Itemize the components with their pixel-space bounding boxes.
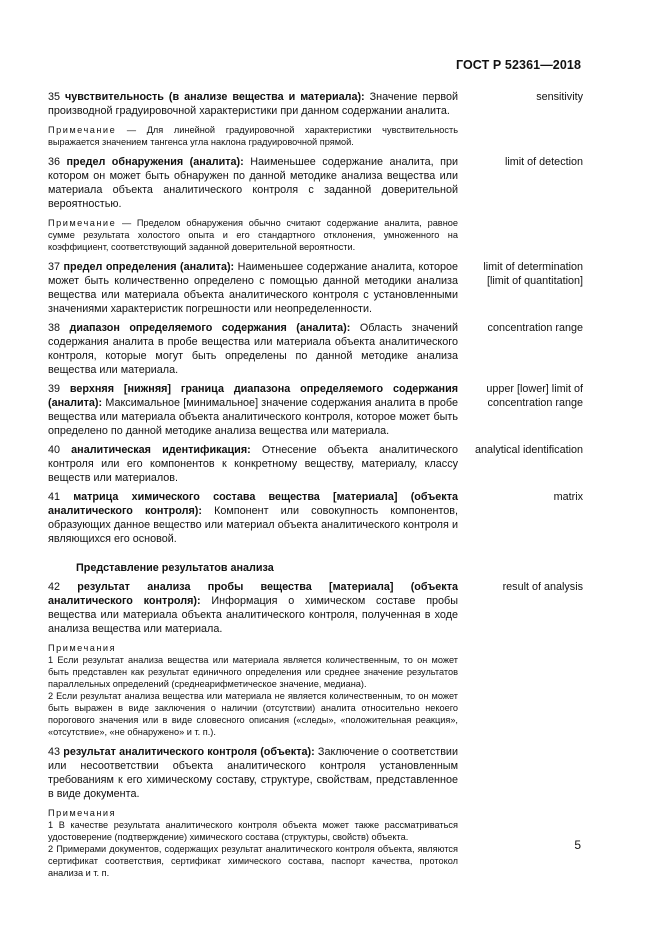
note-35 [48,124,458,148]
notes-43 [48,807,583,879]
term-number: 37 [48,261,61,273]
term-number: 39 [48,383,61,395]
term-42 [48,580,583,636]
term-number: 41 [48,491,61,503]
term-number: 43 [48,746,61,758]
note-text: — Для линейной градуировочной характеристики чувствительность выражается значением тангенса угла наклона градуировочной прямой. [48,125,458,147]
section-heading: Представление результатов анализа [76,562,274,574]
term-37 [48,260,583,316]
term-definition: Отнесение объекта аналитического контроля или его компонентов к конкретному веществу, материалу, классу веществ или материалов. [48,444,459,484]
note-item: 2 Примерами документов, содержащих результат аналитического контроля объекта, являются сертификат соответствия, сертификат химического состава, паспорт качества, протокол анализа и т. п. [48,844,458,878]
page-number: 5 [574,838,581,852]
document-body [48,90,583,886]
term-number: 42 [48,581,61,593]
term-41 [48,490,583,546]
term-definition: Область значений содержания аналита в пробе вещества или материала объекта аналитического контроля, которые могут быть определены по данной методике анализа вещества или материала. [48,322,458,376]
term-english: matrix [553,491,583,503]
term-english: result of analysis [502,581,583,593]
term-english: sensitivity [536,91,583,103]
term-definition: Максимальное [минимальное] значение содержания аналита в пробе вещества или материала объекта аналитического контроля, которое может быть определено по данной методике анализа вещества или материала. [48,397,458,437]
note-item: 1 Если результат анализа вещества или материала является количественным, то он может быть представлен как результат единичного определения или среднее значение результатов параллельных определений (среднеарифметическое значение, медиана). [48,655,458,689]
term-name: предел определения (аналита): [63,261,235,273]
term-english: limit of determination [limit of quantitation] [483,261,583,287]
notes-title: Примечания [48,808,117,818]
term-english: concentration range [487,322,583,334]
term-definition: Наименьшее содержание аналита, которое может быть количественно определено с помощью данной методики анализа вещества или материала объекта аналитического контроля с установленными значениями характеристик погрешности или неопределенности. [48,261,459,315]
document-header: ГОСТ Р 52361—2018 [455,58,581,72]
term-definition: Наименьшее содержание аналита, при котором он может быть обнаружен по данной методике анализа вещества или материала объекта аналитического контроля с заданной доверительной вероятностью. [48,156,459,210]
term-english: upper [lower] limit of concentration range [486,383,583,409]
note-36 [48,217,458,253]
note-label: Примечание [48,218,117,228]
term-43 [48,745,583,801]
term-40 [48,443,583,485]
term-name: предел обнаружения (аналита): [66,156,244,168]
term-name: аналитическая идентификация: [71,444,251,456]
note-text: — Пределом обнаружения обычно считают содержание аналита, равное сумме результата холостого опыта и его стандартного отклонения, умноженного на коэффициент, соответствующий заданной доверительной вероятности. [48,218,458,252]
term-name: матрица химического состава вещества [материала] (объекта аналитического контроля): [48,491,458,517]
term-35 [48,90,583,118]
term-definition: Значение первой производной градуировочной характеристики при данном содержании аналита. [48,91,458,117]
term-number: 38 [48,322,61,334]
term-name: результат анализа пробы вещества [материала] (объекта аналитического контроля): [48,581,459,607]
term-definition: Информация о химическом составе пробы вещества или материала объекта аналитического контроля, полученная в ходе анализа вещества или материала. [48,595,458,635]
note-item: 1 В качестве результата аналитического контроля объекта может также рассматриваться удостоверение (подтверждение) химического состава (структуры, свойств) объекта. [48,820,458,842]
notes-title: Примечания [48,643,117,653]
term-number: 36 [48,156,61,168]
term-name: диапазон определяемого содержания (аналита): [69,322,351,334]
term-definition: Компонент или совокупность компонентов, образующих данное вещество или материал объекта аналитического контроля и являющихся его основой. [48,505,459,545]
term-name: чувствительность (в анализе вещества и материала): [65,91,365,103]
term-number: 40 [48,444,61,456]
term-36 [48,155,583,211]
term-english: analytical identification [474,444,583,456]
term-name: верхняя [нижняя] граница диапазона определяемого содержания (аналита): [48,383,459,409]
note-item: 2 Если результат анализа вещества или материала не является количественным, то он может быть выражен в виде заключения о наличии (отсутствии) аналита относительно некоего порогового значения или в виде словесного описания («следы», «положительная реакция», «отсутствие», «не обнаружено» и т. п.). [48,691,458,737]
term-english: limit of detection [504,156,583,168]
notes-42 [48,642,583,738]
term-name: результат аналитического контроля (объекта): [63,746,315,758]
term-number: 35 [48,91,61,103]
term-38 [48,321,583,377]
term-39 [48,382,583,438]
term-definition: Заключение о соответствии или несоответствии объекта аналитического контроля установленным требованиям к его химическому составу, структуре, свойствам, представленное в виде документа. [48,746,458,800]
note-label: Примечание [48,125,117,135]
